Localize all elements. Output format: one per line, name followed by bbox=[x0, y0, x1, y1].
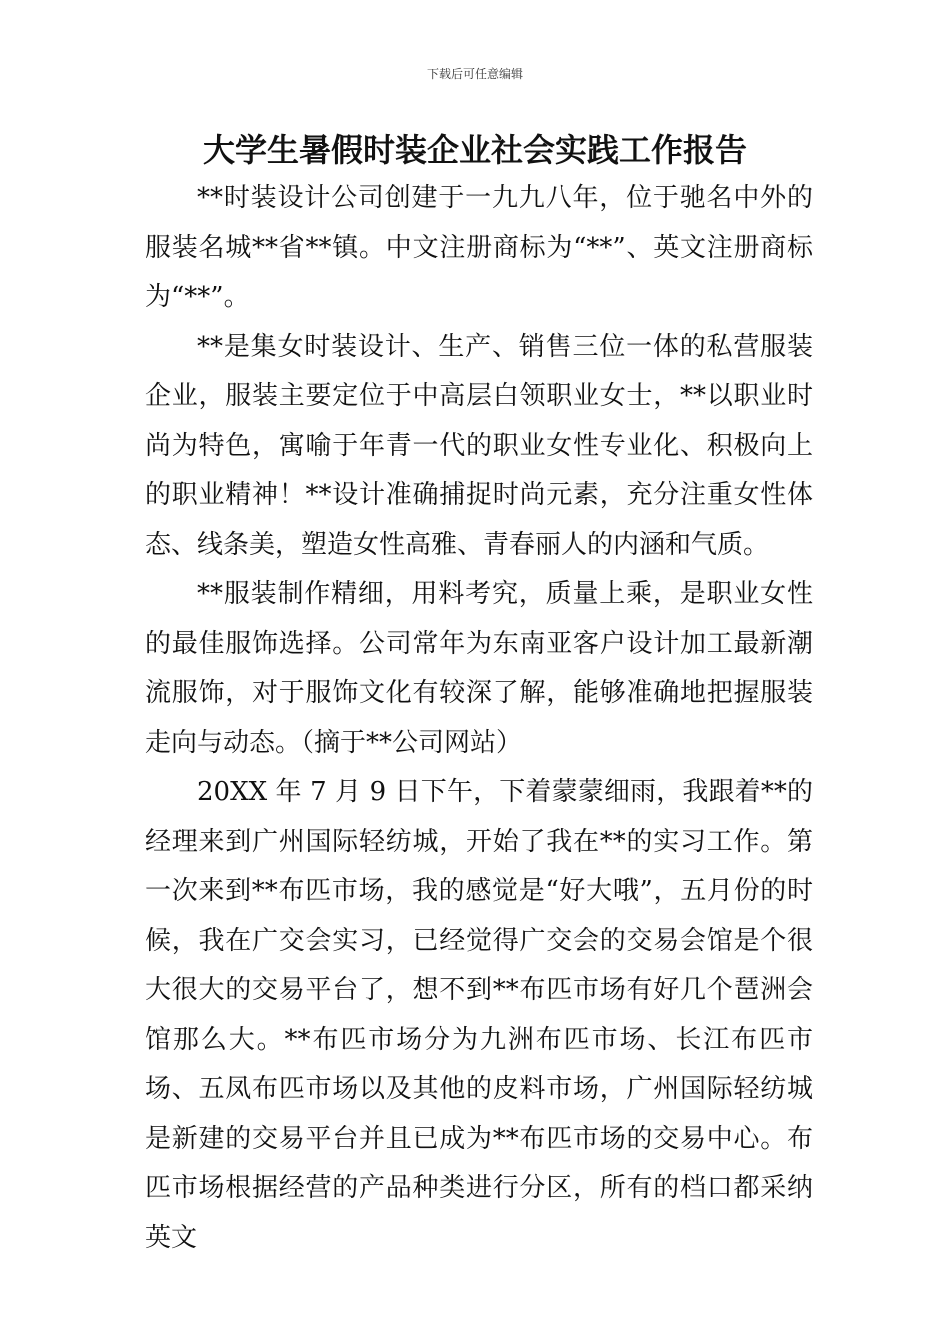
paragraph-4: 20XX 年 7 月 9 日下午，下着蒙蒙细雨，我跟着**的经理来到广州国际轻纺城，开始了我在**的实习工作。第一次来到**布匹市场，我的感觉是“好大哦”，五月份的时候，我在广交会实习，已经觉得广交会的交易会馆是个很大很大的交易平台了，想不到**布匹市场有好几个琶洲会馆那么大。**布匹市场分为九洲布匹市场、长江布匹市场、五凤布匹市场以及其他的皮料市场，广州国际轻纺城是新建的交易平台并且已成为**布匹市场的交易中心。布匹市场根据经营的产品种类进行分区，所有的档口都采纳英文 bbox=[145, 777, 813, 1253]
document-body bbox=[145, 174, 813, 1263]
paragraph-1: **时装设计公司创建于一九九八年，位于驰名中外的服装名城**省**镇。中文注册商标为“**”、英文注册商标为“**”。 bbox=[145, 183, 813, 312]
document-title: 大学生暑假时装企业社会实践工作报告 bbox=[202, 131, 747, 169]
paragraph-3: **服装制作精细，用料考究，质量上乘，是职业女性的最佳服饰选择。公司常年为东南亚客户设计加工最新潮流服饰，对于服饰文化有较深了解，能够准确地把握服装走向与动态。（摘于**公司网站） bbox=[145, 579, 813, 758]
header-note: 下载后可任意编辑 bbox=[426, 67, 523, 81]
paragraph-2: **是集女时装设计、生产、销售三位一体的私营服装企业，服装主要定位于中高层白领职业女士，**以职业时尚为特色，寓喻于年青一代的职业女性专业化、积极向上的职业精神！**设计准确捕捉时尚元素，充分注重女性体态、线条美，塑造女性高雅、青春丽人的内涵和气质。 bbox=[145, 331, 813, 560]
